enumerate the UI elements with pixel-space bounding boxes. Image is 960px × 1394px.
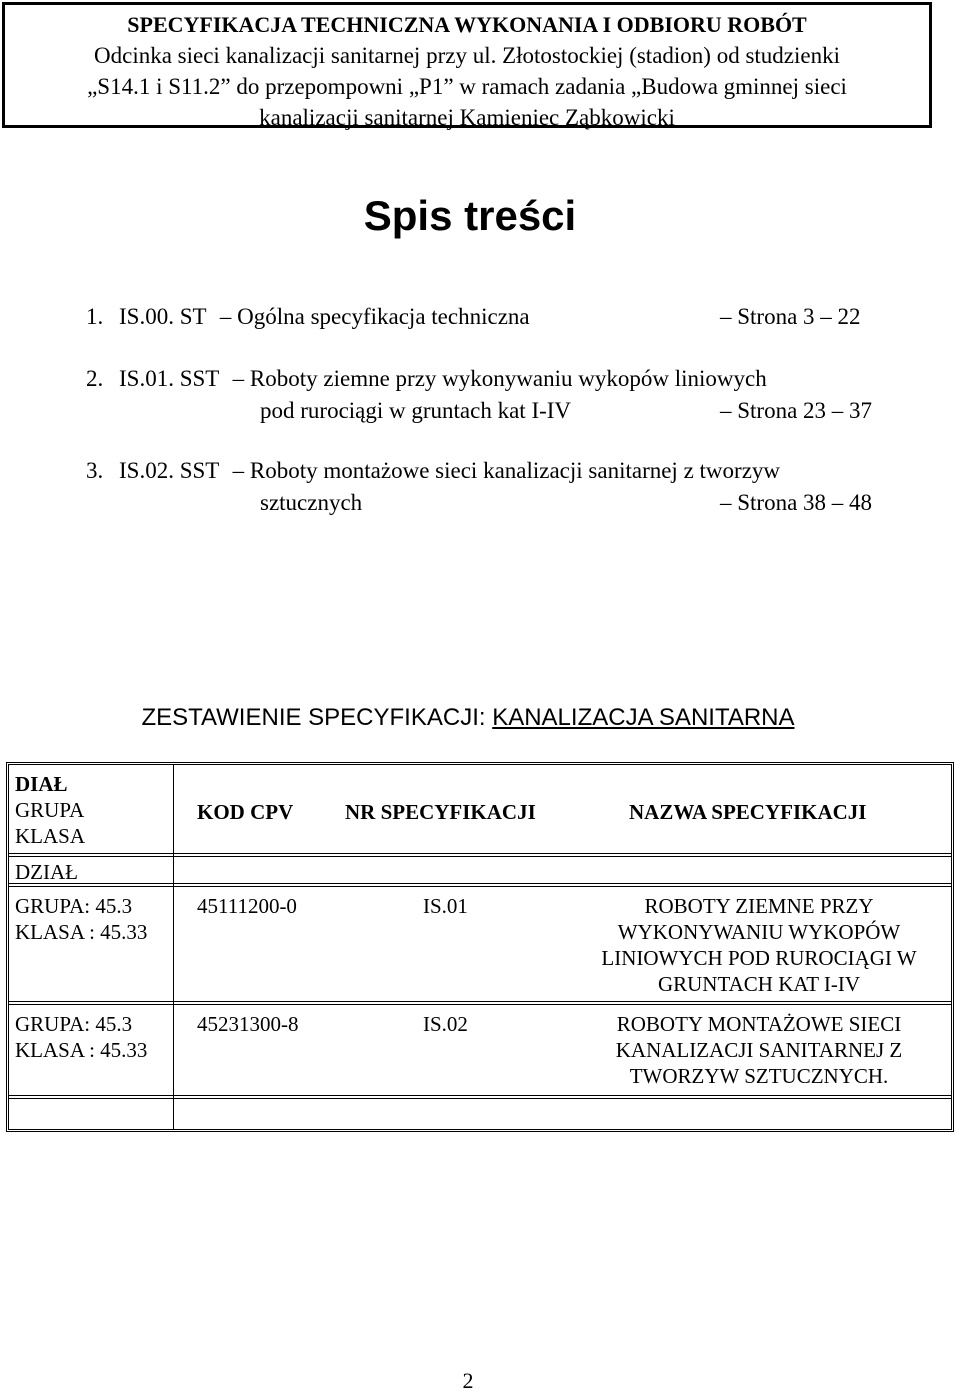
toc-item-number: 3. <box>86 458 104 483</box>
header-grupa: GRUPA <box>15 798 85 822</box>
row-name <box>569 1011 949 1089</box>
row-group: GRUPA: 45.3 <box>15 894 133 918</box>
document-header <box>2 2 932 128</box>
toc-item-text: – Ogólna specyfikacja techniczna <box>219 304 530 329</box>
toc-item-3-continuation: sztucznych <box>260 490 363 515</box>
document-subtitle-line-1: Odcinka sieci kanalizacji sanitarnej przy ul. Złotostockiej (stadion) od studzienki <box>94 43 840 68</box>
document-subtitle-line-3: kanalizacji sanitarnej Kamieniec Ząbkowicki <box>259 105 675 130</box>
table-header-col1 <box>15 771 85 849</box>
row-name-line: TWORZYW SZTUCZNYCH. <box>629 1064 889 1088</box>
toc-item-3 <box>86 458 780 484</box>
row-spec: IS.01 <box>423 894 468 918</box>
row-name-line: WYKONYWANIU WYKOPÓW <box>617 920 901 944</box>
toc-item-code: IS.00. ST <box>119 304 207 329</box>
row-name-line: KANALIZACJI SANITARNEJ Z <box>615 1038 903 1062</box>
table-divider <box>9 1095 951 1099</box>
summary-title-prefix: ZESTAWIENIE SPECYFIKACJI: <box>141 704 493 731</box>
table-divider <box>9 883 951 887</box>
page-number: 2 <box>462 1368 474 1393</box>
table-divider <box>9 1001 951 1005</box>
table-header-spec-name: NAZWA SPECYFIKACJI <box>629 800 867 824</box>
summary-title <box>0 704 936 732</box>
row-group: GRUPA: 45.3 <box>15 1012 133 1036</box>
row-cpv: 45231300-8 <box>197 1012 299 1036</box>
toc-item-1 <box>86 304 530 330</box>
table-header-spec-number: NR SPECYFIKACJI <box>345 800 536 824</box>
row-name-line: GRUNTACH KAT I-IV <box>657 972 861 996</box>
row-class: KLASA : 45.33 <box>15 920 148 944</box>
toc-item-2-continuation: pod rurociągi w gruntach kat I-IV <box>260 398 572 423</box>
toc-item-number: 1. <box>86 304 104 329</box>
table-row <box>15 893 147 945</box>
table-row <box>15 1011 147 1063</box>
toc-item-1-pages: – Strona 3 – 22 <box>720 304 861 329</box>
specification-table <box>6 762 954 1132</box>
row-cpv: 45111200-0 <box>197 894 297 918</box>
table-divider <box>9 853 951 857</box>
toc-title: Spis treści <box>363 192 577 239</box>
toc-item-number: 2. <box>86 366 104 391</box>
toc-item-3-pages: – Strona 38 – 48 <box>720 490 873 515</box>
toc-item-text: – Roboty montażowe sieci kanalizacji sanitarnej z tworzyw <box>232 458 781 483</box>
document-subtitle-line-2: „S14.1 i S11.2” do przepompowni „P1” w ramach zadania „Budowa gminnej sieci <box>87 74 847 99</box>
header-dzial: DIAŁ <box>15 772 68 796</box>
row-name-line: ROBOTY ZIEMNE PRZY <box>644 894 874 918</box>
document-title: SPECYFIKACJA TECHNICZNA WYKONANIA I ODBIORU ROBÓT <box>127 12 807 37</box>
summary-title-underlined: KANALIZACJA SANITARNA <box>492 704 795 731</box>
row-spec: IS.02 <box>423 1012 468 1036</box>
row-name <box>569 893 949 997</box>
toc-item-2-pages: – Strona 23 – 37 <box>720 398 873 423</box>
header-klasa: KLASA <box>15 824 86 848</box>
row-class: KLASA : 45.33 <box>15 1038 148 1062</box>
toc-item-2 <box>86 366 767 392</box>
section-label: DZIAŁ <box>15 860 78 884</box>
row-name-line: ROBOTY MONTAŻOWE SIECI <box>616 1012 902 1036</box>
toc-item-text: – Roboty ziemne przy wykonywaniu wykopów liniowych <box>232 366 767 391</box>
table-divider <box>173 765 174 1129</box>
table-header-cpv: KOD CPV <box>197 800 294 824</box>
toc-item-code: IS.01. SST <box>119 366 219 391</box>
toc-item-code: IS.02. SST <box>119 458 219 483</box>
row-name-line: LINIOWYCH POD RUROCIĄGI W <box>601 946 917 970</box>
